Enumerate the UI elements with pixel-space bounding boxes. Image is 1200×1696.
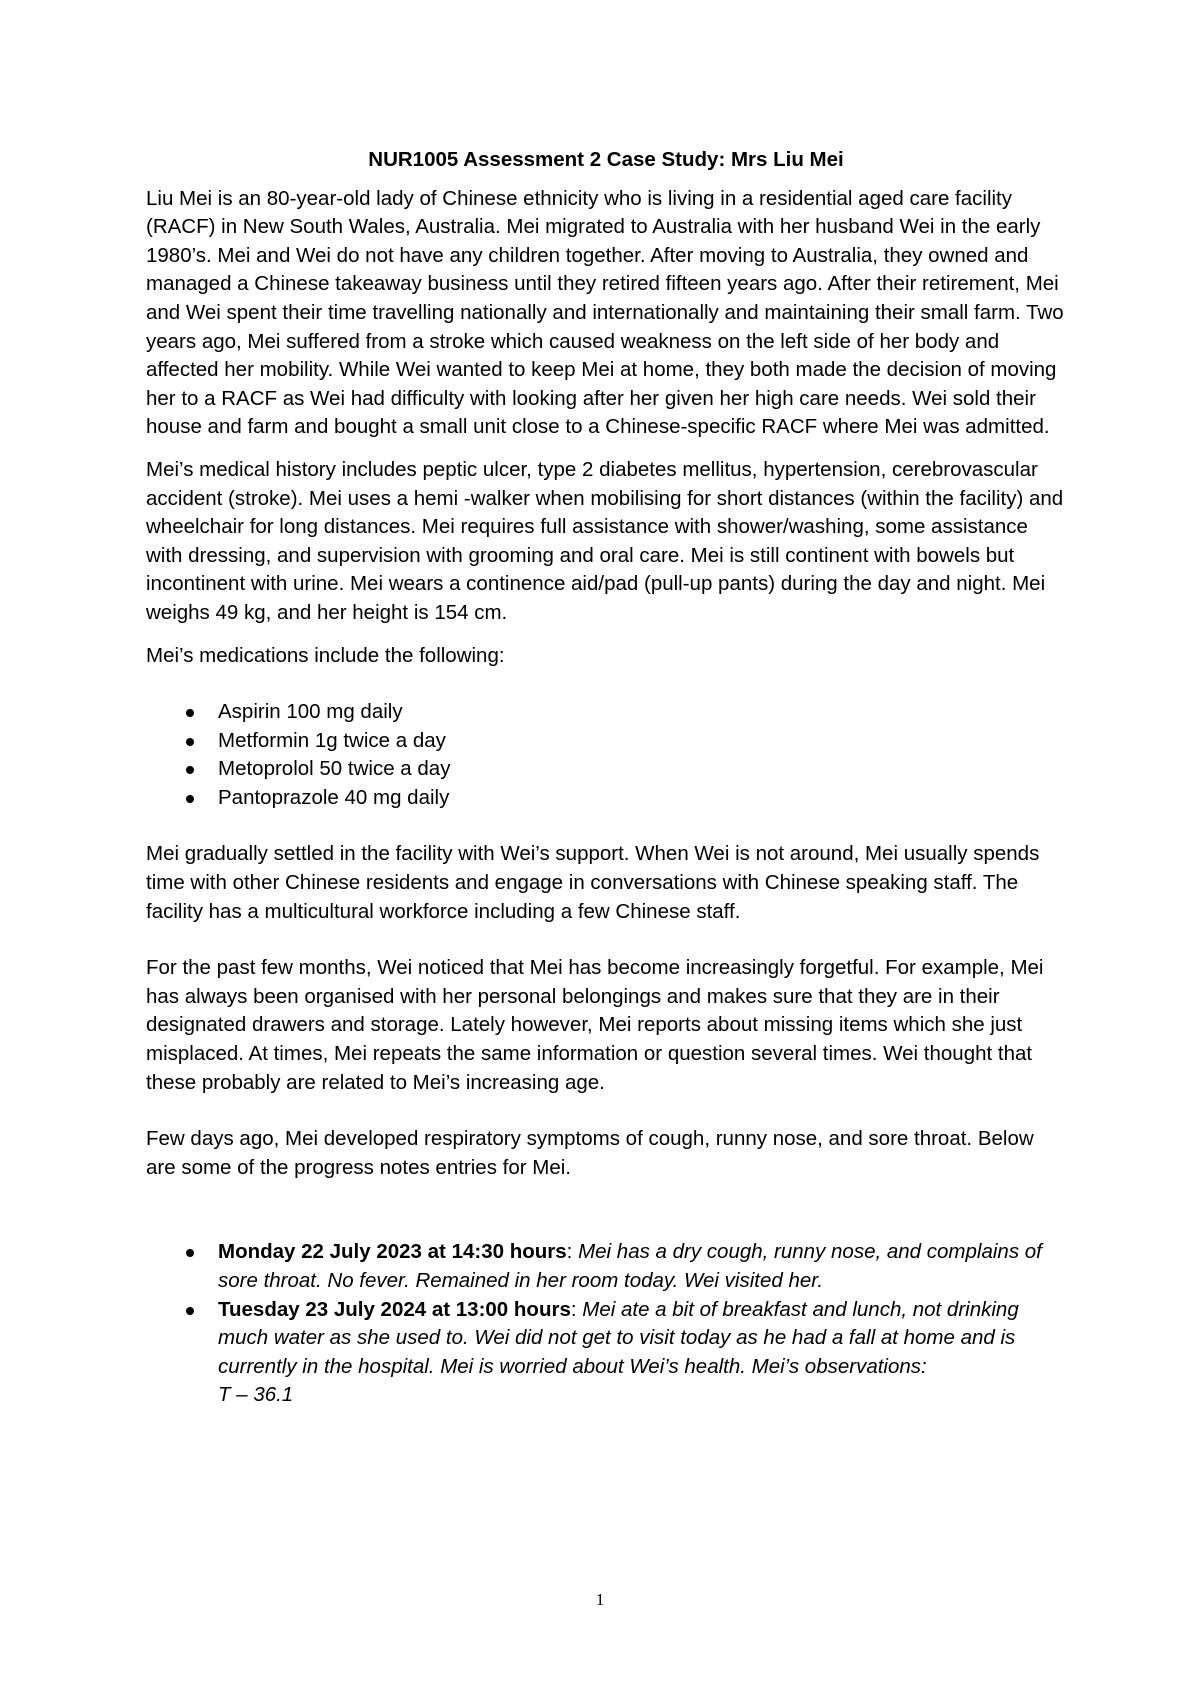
progress-note-date: Monday 22 July 2023 at 14:30 hours [218, 1240, 567, 1264]
paragraph-medications-intro: Mei’s medications include the following: [146, 643, 505, 667]
paragraph-respiratory: Few days ago, Mei developed respiratory symptoms of cough, runny nose, and sore throat. Below are some of the progress notes entries for Mei. [146, 1127, 1034, 1179]
medications-list [146, 698, 1066, 812]
progress-note-text: Mei has a dry cough, runny nose, and complains of sore throat. No fever. Remained in her room today. Wei visited her. [218, 1240, 1042, 1292]
progress-note-observation: T – 36.1 [218, 1383, 294, 1407]
medication-item: Metoprolol 50 twice a day [146, 755, 1066, 784]
progress-note [146, 1238, 1066, 1295]
paragraph-medical-history: Mei’s medical history includes peptic ulcer, type 2 diabetes mellitus, hypertension, cerebrovascular accident (stroke). Mei uses a hemi -walker when mobilising for short distances (within the facility) and wheelchair for long distances. Mei requires full assistance with shower/washing, some assistance with dressing, and supervision with grooming and oral care. Mei is still continent with bowels but incontinent with urine. Mei wears a continence aid/pad (pull-up pants) during the day and night. Mei weighs 49 kg, and her height is 154 cm. [146, 457, 1064, 624]
progress-note [146, 1296, 1066, 1410]
progress-note-separator: : [570, 1297, 583, 1321]
progress-note-date: Tuesday 23 July 2024 at 13:00 hours [218, 1297, 571, 1321]
progress-note-separator: : [566, 1240, 579, 1264]
medication-item: Metformin 1g twice a day [146, 727, 1066, 756]
paragraph-settling: Mei gradually settled in the facility with Wei’s support. When Wei is not around, Mei usually spends time with other Chinese residents and engage in conversations with Chinese speaking staff. The facility has a multicultural workforce including a few Chinese staff. [146, 842, 1040, 923]
page-number: 1 [595, 1590, 605, 1609]
paragraph-background: Liu Mei is an 80-year-old lady of Chinese ethnicity who is living in a residential aged care facility (RACF) in New South Wales, Australia. Mei migrated to Australia with her husband Wei in the early 1980’s. Mei and Wei do not have any children together. After moving to Australia, they owned and managed a Chinese takeaway business until they retired fifteen years ago. After their retirement, Mei and Wei spent their time travelling nationally and internationally and maintaining their small farm. Two years ago, Mei suffered from a stroke which caused weakness on the left side of her body and affected her mobility. While Wei wanted to keep Mei at home, they both made the decision of moving her to a RACF as Wei had difficulty with looking after her given her high care needs. Wei sold their house and farm and bought a small unit close to a Chinese-specific RACF where Mei was admitted. [146, 186, 1064, 439]
paragraph-forgetfulness: For the past few months, Wei noticed that Mei has become increasingly forgetful. For example, Mei has always been organised with her personal belongings and makes sure that they are in their designated drawers and storage. Lately however, Mei reports about missing items which she just misplaced. At times, Mei repeats the same information or question several times. Wei thought that these probably are related to Mei’s increasing age. [146, 956, 1044, 1094]
medication-item: Aspirin 100 mg daily [146, 698, 1066, 727]
progress-note-text: Mei ate a bit of breakfast and lunch, not drinking much water as she used to. Wei did not get to visit today as he had a fall at home and is currently in the hospital. Mei is worried about Wei’s health. Mei’s observations: [218, 1297, 1019, 1378]
progress-notes-list [146, 1238, 1066, 1410]
document-title: NUR1005 Assessment 2 Case Study: Mrs Liu Mei [368, 148, 844, 171]
medication-item: Pantoprazole 40 mg daily [146, 784, 1066, 813]
document-content [146, 146, 1066, 1410]
